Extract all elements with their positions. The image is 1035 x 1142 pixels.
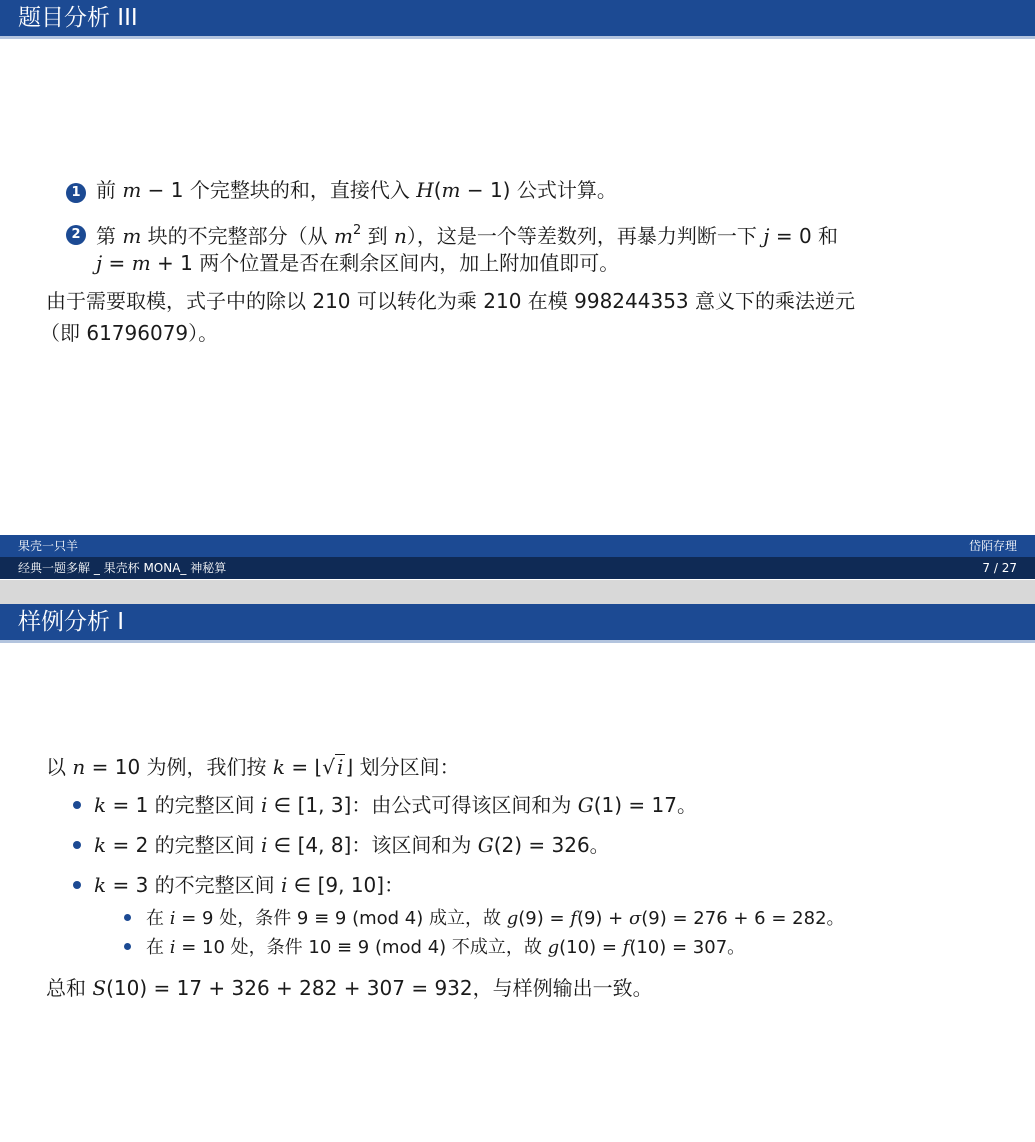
text: = 0 和	[769, 224, 839, 248]
enum-number-2: 2	[66, 225, 86, 245]
bullet-dot	[73, 881, 81, 889]
text: ），这是一个等差数列，再暴力判断一下	[406, 224, 764, 248]
text: 在	[146, 908, 170, 929]
text: ∈ [9, 10]：	[287, 873, 405, 897]
text: (10) =	[559, 937, 623, 958]
text: 以	[46, 755, 73, 779]
var-f: f	[570, 908, 577, 929]
text: 在	[146, 937, 170, 958]
sub-bullet-item-1	[146, 904, 845, 934]
var-g: g	[547, 937, 560, 958]
text: =	[102, 251, 132, 275]
var-m: m	[441, 178, 461, 202]
footer-author: 果壳一只羊	[18, 539, 79, 553]
text: (	[433, 178, 442, 202]
var-S: S	[92, 976, 107, 1000]
var-sigma: σ	[628, 908, 642, 929]
text: = 2 的完整区间	[106, 833, 262, 857]
sqrt-symbol: √	[322, 755, 336, 779]
var-G: G	[477, 833, 494, 857]
text: = 9 处，条件 9 ≡ 9 (mod 4) 成立，故	[175, 908, 507, 929]
var-m: m	[334, 224, 354, 248]
sub-bullet-dot	[124, 943, 131, 950]
text: (1) = 17。	[593, 793, 697, 817]
text: (9) =	[518, 908, 571, 929]
intro-line	[46, 752, 460, 782]
var-m: m	[122, 178, 142, 202]
var-i: i	[337, 755, 344, 779]
text: 总和	[46, 976, 93, 1000]
sub-bullet-dot	[124, 914, 131, 921]
bullet-item-2	[94, 830, 610, 860]
slide-title-bar	[0, 0, 1035, 39]
var-k: k	[94, 833, 107, 857]
footer-talk-title: 经典一题多解 _ 果壳杯 MONA_ 神秘算	[18, 561, 227, 575]
slide-2	[0, 604, 1035, 1142]
slide-title-bar	[0, 604, 1035, 643]
var-k: k	[94, 873, 107, 897]
footer-page-number: 7 / 27	[982, 561, 1017, 575]
var-i: i	[169, 908, 176, 929]
bullet-item-1	[94, 790, 697, 820]
enum-item-2-line-2	[96, 248, 619, 278]
text: (10) = 307。	[629, 937, 746, 958]
bullet-dot	[73, 801, 81, 809]
var-m: m	[122, 224, 142, 248]
paragraph-line-2: （即 61796079）。	[40, 321, 219, 345]
var-g: g	[506, 908, 519, 929]
text: 第	[96, 224, 123, 248]
var-m: m	[131, 251, 151, 275]
text: (9) +	[576, 908, 629, 929]
footer-top-bar	[0, 535, 1035, 557]
text: 块的不完整部分（从	[141, 224, 335, 248]
footer-bottom-bar	[0, 557, 1035, 579]
var-k: k	[272, 755, 286, 779]
var-H: H	[416, 178, 434, 202]
enum-item-1	[96, 175, 617, 205]
text: 到	[361, 224, 395, 248]
bullet-dot	[73, 841, 81, 849]
enum-number-1: 1	[66, 183, 86, 203]
bullet-item-3	[94, 870, 404, 900]
text: = 10 处，条件 10 ≡ 9 (mod 4) 不成立，故	[175, 937, 548, 958]
var-i: i	[261, 833, 268, 857]
slide-title: 样例分析 I	[18, 609, 125, 635]
slide-separator	[0, 580, 1035, 604]
footer-institute: 岱陌存理	[968, 539, 1017, 553]
text: ∈ [4, 8]：该区间和为	[267, 833, 478, 857]
var-G: G	[577, 793, 594, 817]
text: (10) = 17 + 326 + 282 + 307 = 932，与样例输出一致。	[106, 976, 653, 1000]
text: − 1) 公式计算。	[460, 178, 617, 202]
text: 前	[96, 178, 123, 202]
text: = ⌊	[285, 755, 323, 779]
text: (2) = 326。	[493, 833, 610, 857]
text: (9) = 276 + 6 = 282。	[641, 908, 845, 929]
superscript: 2	[353, 223, 362, 238]
var-n: n	[72, 755, 86, 779]
sub-bullet-item-2	[146, 933, 745, 963]
text: = 1 的完整区间	[106, 793, 262, 817]
enum-item-2-line-1	[96, 216, 838, 251]
var-j: j	[763, 224, 770, 248]
var-k: k	[94, 793, 107, 817]
text: + 1 两个位置是否在剩余区间内，加上附加值即可。	[150, 251, 620, 275]
paragraph-line-1: 由于需要取模，式子中的除以 210 可以转化为乘 210 在模 998244353 意义下的乘法逆元	[46, 289, 856, 313]
var-j: j	[96, 251, 103, 275]
summary-line	[46, 973, 653, 1003]
var-i: i	[261, 793, 268, 817]
var-i: i	[281, 873, 288, 897]
text: = 10 为例，我们按	[85, 755, 273, 779]
text: ∈ [1, 3]：由公式可得该区间和为	[267, 793, 578, 817]
var-f: f	[622, 937, 630, 958]
slide-title: 题目分析 III	[18, 5, 138, 31]
var-i: i	[169, 937, 176, 958]
text: = 3 的不完整区间	[106, 873, 282, 897]
text: ⌋ 划分区间：	[345, 755, 460, 779]
var-n: n	[394, 224, 407, 248]
text: − 1 个完整块的和，直接代入	[141, 178, 417, 202]
